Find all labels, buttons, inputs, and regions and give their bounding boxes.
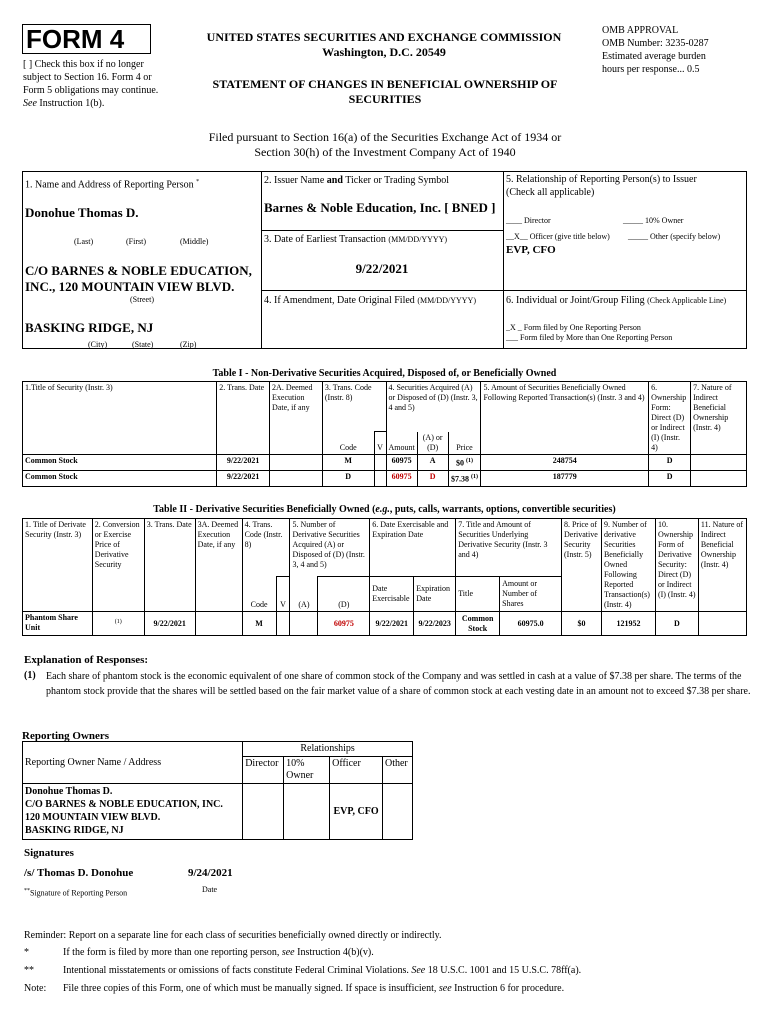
t1-h-title: 1.Title of Security (Instr. 3) xyxy=(23,382,217,455)
footnote-1-b: Instruction 4(b)(v). xyxy=(297,947,374,958)
statement-title: STATEMENT OF CHANGES IN BENEFICIAL OWNERSHIP OF SECURITIES xyxy=(212,77,558,106)
reporting-person-name: Donohue Thomas D. xyxy=(25,205,139,220)
t1-h-nature: 7. Nature of Indirect Beneficial Ownership (Instr. 4) xyxy=(691,382,747,455)
label-city: (City) xyxy=(88,340,108,349)
table2-title-a: Table II - Derivative Securities Beneficially Owned ( xyxy=(153,504,376,515)
owners-col-name: Reporting Owner Name / Address xyxy=(23,742,243,784)
explanation-text: Each share of phantom stock is the economic equivalent of one share of common stock of the Company and was settled in cash at a value of $7.38 per share. The terms of the phantom stock provide that the shares will be settled based on the fair market value of a share of common stock at each vesting date in an amount not to exceed $7.38 per share. xyxy=(46,671,751,697)
table-row xyxy=(23,455,747,471)
omb-line-1: OMB APPROVAL xyxy=(602,25,679,36)
owners-table xyxy=(22,741,413,840)
owner-officer: EVP, CFO xyxy=(330,784,383,840)
footnote-3-see: see xyxy=(438,983,452,994)
t1-sub-amount: Amount xyxy=(386,432,417,455)
signature-label xyxy=(24,886,127,899)
t1-r0-deemed xyxy=(270,455,323,471)
director-checkbox[interactable]: ____ Director xyxy=(506,216,551,225)
box5-label-2: (Check all applicable) xyxy=(506,187,595,198)
divider xyxy=(261,171,262,349)
signature-label-mark: ** xyxy=(24,888,30,894)
t1-r1-price-value: $7.38 xyxy=(451,474,469,484)
divider xyxy=(261,290,747,291)
t2-r-a xyxy=(290,612,318,636)
t2-r-owned: 121952 xyxy=(601,612,655,636)
t2-r-title: Phantom Share Unit xyxy=(23,612,93,636)
divider xyxy=(503,171,504,349)
box6-label-text: 6. Individual or Joint/Group Filing xyxy=(506,295,645,306)
t2-h-exercisable: 6. Date Exercisable and Expiration Date xyxy=(370,519,456,577)
t2-h-owned: 9. Number of derivative Securities Beneficially Owned Following Reported Transaction(s) (Instr. 4) xyxy=(601,519,655,612)
owners-col-10: 10% Owner xyxy=(284,757,330,784)
filing-multiple-persons[interactable]: ___ Form filed by More than One Reporting Person xyxy=(506,333,673,342)
table1-title: Table I - Non-Derivative Securities Acquired, Disposed of, or Beneficially Owned xyxy=(212,368,557,379)
owner-line-3: 120 MOUNTAIN VIEW BLVD. xyxy=(25,812,161,823)
t1-h-owned: 5. Amount of Securities Beneficially Owned Following Reported Transaction(s) (Instr. 3 and 4) xyxy=(481,382,649,455)
t1-h-form: 6. Ownership Form: Direct (D) or Indirect (I) (Instr. 4) xyxy=(649,382,691,455)
signature-label-text: Signature of Reporting Person xyxy=(30,888,128,898)
t1-r1-code: D xyxy=(322,471,374,487)
box2-label-b: Ticker or Trading Symbol xyxy=(345,175,450,186)
t1-r1-ad: D xyxy=(417,471,448,487)
t1-r1-title: Common Stock xyxy=(23,471,217,487)
owners-col-officer: Officer xyxy=(330,757,383,784)
label-first: (First) xyxy=(126,237,146,246)
owner-line-1: Donohue Thomas D. xyxy=(25,786,113,797)
check-box-notice[interactable] xyxy=(23,58,171,110)
t1-r1-nature xyxy=(691,471,747,487)
owners-col-other: Other xyxy=(382,757,412,784)
omb-approval xyxy=(602,24,762,76)
filed-line-1: Filed pursuant to Section 16(a) of the Securities Exchange Act of 1934 or xyxy=(208,130,562,144)
table2 xyxy=(22,518,747,636)
label-middle: (Middle) xyxy=(180,237,209,246)
divider xyxy=(261,230,503,231)
t2-sub-exp: Expiration Date xyxy=(414,577,456,612)
t1-r0-price-value: $0 xyxy=(456,458,464,468)
t1-r1-amount: 60975 xyxy=(386,471,417,487)
officer-title: EVP, CFO xyxy=(506,244,556,256)
owner-director xyxy=(243,784,284,840)
issuer-name: Barnes & Noble Education, Inc. [ BNED ] xyxy=(264,200,496,215)
t1-r0-form: D xyxy=(649,455,691,471)
t1-r1-form: D xyxy=(649,471,691,487)
t1-r1-date: 9/22/2021 xyxy=(217,471,270,487)
t1-r0-v xyxy=(374,455,386,471)
t2-sub-a: (A) xyxy=(290,577,318,612)
t2-r-nature xyxy=(698,612,746,636)
t2-h-conv: 2. Conversion or Exercise Price of Derivative Security xyxy=(92,519,144,612)
explanation-heading: Explanation of Responses: xyxy=(24,654,149,666)
owners-col-director: Director xyxy=(243,757,284,784)
box1-label-text: 1. Name and Address of Reporting Person xyxy=(25,179,194,191)
table-row xyxy=(23,471,747,487)
footnote-3 xyxy=(63,982,564,995)
t2-r-conv xyxy=(92,612,144,636)
date-label: Date xyxy=(202,885,218,894)
box5-label xyxy=(506,173,746,199)
t1-sub-v: V xyxy=(374,432,386,455)
t1-sub-code: Code xyxy=(322,432,374,455)
check-box-instr: Instruction 1(b). xyxy=(39,98,105,109)
ten-pct-owner-checkbox[interactable]: _____ 10% Owner xyxy=(623,216,684,225)
t2-r-u-title: Common Stock xyxy=(456,612,500,636)
t1-r0-owned: 248754 xyxy=(481,455,649,471)
box3-label-fmt: (MM/DD/YYYY) xyxy=(388,235,448,244)
t2-sub-amt: Amount or Number of Shares xyxy=(500,577,562,612)
t2-sub-code: Code xyxy=(242,577,276,612)
t1-h-date: 2. Trans. Date xyxy=(217,382,270,455)
other-checkbox[interactable]: _____ Other (specify below) xyxy=(628,232,721,241)
box2-label xyxy=(264,174,449,187)
footnote-2 xyxy=(63,964,581,977)
t2-r-code: M xyxy=(242,612,276,636)
t1-r1-deemed xyxy=(270,471,323,487)
footnote-1-see: see xyxy=(281,947,295,958)
t2-sub-d: (D) xyxy=(318,577,370,612)
footnote-3-a: File three copies of this Form, one of which must be manually signed. If space is insufficient, xyxy=(63,983,437,994)
signatures-heading: Signatures xyxy=(24,847,74,859)
t2-h-price: 8. Price of Derivative Security (Instr. 5) xyxy=(561,519,601,612)
box4-label-text: 4. If Amendment, Date Original Filed xyxy=(264,295,415,306)
footnote-2-see: See xyxy=(411,965,426,976)
owner-other xyxy=(382,784,412,840)
t1-r1-price xyxy=(448,471,481,487)
omb-line-3: Estimated average burden xyxy=(602,51,706,62)
footnote-3-b: Instruction 6 for procedure. xyxy=(454,983,565,994)
owners-heading: Reporting Owners xyxy=(22,730,110,742)
t1-r0-amount: 60975 xyxy=(386,455,417,471)
box2-label-a: 2. Issuer Name xyxy=(264,175,325,186)
box6-label xyxy=(506,294,726,307)
box6-label-hint: (Check Applicable Line) xyxy=(647,296,727,305)
t2-r-date: 9/22/2021 xyxy=(144,612,195,636)
box4-label-fmt: (MM/DD/YYYY) xyxy=(417,296,476,305)
t1-r0-code: M xyxy=(322,455,374,471)
t1-r0-ad: A xyxy=(417,455,448,471)
footnote-3-mark: Note: xyxy=(24,983,47,994)
owner-name-address xyxy=(23,784,243,840)
t2-sub-v: V xyxy=(276,577,290,612)
footnote-1-a: If the form is filed by more than one reporting person, xyxy=(63,947,280,958)
agency-location: Washington, D.C. 20549 xyxy=(322,45,446,59)
owner-10pct xyxy=(284,784,330,840)
t1-r0-nature xyxy=(691,455,747,471)
t2-h-code: 4. Trans. Code (Instr. 8) xyxy=(242,519,290,577)
table1 xyxy=(22,381,747,487)
t2-h-form: 10. Ownership Form of Derivative Security: Direct (D) or Indirect (I) (Instr. 4) xyxy=(655,519,698,612)
check-box-see: See xyxy=(23,98,37,109)
label-zip: (Zip) xyxy=(180,340,197,349)
footnote-2-b: 18 U.S.C. 1001 and 15 U.S.C. 78ff(a). xyxy=(427,965,582,976)
t2-h-date: 3. Trans. Date xyxy=(144,519,195,612)
footnote-2-mark: ** xyxy=(24,965,34,976)
t2-r-deemed xyxy=(195,612,242,636)
t1-r1-v xyxy=(374,471,386,487)
table2-title-b: , puts, calls, warrants, options, convertible securities) xyxy=(389,504,616,515)
t1-r0-date: 9/22/2021 xyxy=(217,455,270,471)
table-row xyxy=(23,612,747,636)
footnote-1-mark: * xyxy=(24,947,29,958)
box5-label-text: 5. Relationship of Reporting Person(s) to Issuer xyxy=(506,174,697,185)
table2-title-eg: e.g. xyxy=(375,504,390,515)
t1-h-acquired: 4. Securities Acquired (A) or Disposed of (D) (Instr. 3, 4 and 5) xyxy=(386,382,481,432)
reporting-person-city: BASKING RIDGE, NJ xyxy=(25,320,154,335)
label-last: (Last) xyxy=(74,237,94,246)
officer-checkbox[interactable]: __X__ Officer (give title below) xyxy=(506,232,610,241)
t2-sub-title: Title xyxy=(456,577,500,612)
t1-h-code: 3. Trans. Code (Instr. 8) xyxy=(322,382,386,432)
signature-name: /s/ Thomas D. Donohue xyxy=(24,867,134,879)
owner-line-4: BASKING RIDGE, NJ xyxy=(25,825,124,836)
t2-r-d: 60975 xyxy=(318,612,370,636)
table2-title xyxy=(22,503,747,516)
box4-label xyxy=(264,294,476,307)
t2-r-exer: 9/22/2021 xyxy=(370,612,414,636)
t1-h-deemed: 2A. Deemed Execution Date, if any xyxy=(270,382,323,455)
t2-h-underlying: 7. Title and Amount of Securities Underlying Derivative Security (Instr. 3 and 4) xyxy=(456,519,562,577)
t1-sub-ad: (A) or (D) xyxy=(417,432,448,455)
reminder: Reminder: Report on a separate line for each class of securities beneficially owned directly or indirectly. xyxy=(24,930,442,941)
reporting-person-street: C/O BARNES & NOBLE EDUCATION, INC., 120 MOUNTAIN VIEW BLVD. xyxy=(25,263,252,294)
footnote-1 xyxy=(63,946,374,959)
t1-r0-price xyxy=(448,455,481,471)
owners-col-rel: Relationships xyxy=(243,742,413,757)
label-state: (State) xyxy=(132,340,154,349)
check-box-text: [ ] Check this box if no longer subject to Section 16. Form 4 or Form 5 obligations may continue. xyxy=(23,59,159,96)
owner-line-2: C/O BARNES & NOBLE EDUCATION, INC. xyxy=(25,799,223,810)
footnote-link[interactable]: (1) xyxy=(471,474,478,480)
filed-line-2: Section 30(h) of the Investment Company Act of 1940 xyxy=(254,145,516,159)
table-row xyxy=(23,784,413,840)
box2-label-and: and xyxy=(326,175,343,186)
agency-name: UNITED STATES SECURITIES AND EXCHANGE COMMISSION xyxy=(206,30,562,44)
label-street: (Street) xyxy=(130,295,154,304)
t2-h-nature: 11. Nature of Indirect Beneficial Ownership (Instr. 4) xyxy=(698,519,746,612)
footnote-link[interactable]: (1) xyxy=(114,619,122,626)
t2-h-title: 1. Title of Derivate Security (Instr. 3) xyxy=(23,519,93,612)
t2-r-price: $0 xyxy=(561,612,601,636)
explanation-number: (1) xyxy=(24,670,36,681)
signature-date: 9/24/2021 xyxy=(188,867,233,879)
box1-label xyxy=(25,176,199,191)
t1-sub-price: Price xyxy=(448,432,481,455)
footnote-link[interactable]: (1) xyxy=(466,458,473,464)
t2-h-deemed: 3A. Deemed Execution Date, if any xyxy=(195,519,242,612)
t2-r-exp: 9/22/2023 xyxy=(414,612,456,636)
t2-h-number: 5. Number of Derivative Securities Acquired (A) or Disposed of (D) (Instr. 3, 4 and 5) xyxy=(290,519,370,577)
filing-one-person[interactable]: _X _ Form filed by One Reporting Person xyxy=(506,323,641,332)
filed-pursuant xyxy=(100,130,670,160)
t1-r0-title: Common Stock xyxy=(23,455,217,471)
t2-r-form: D xyxy=(655,612,698,636)
t2-r-v xyxy=(276,612,290,636)
t2-r-u-amt: 60975.0 xyxy=(500,612,562,636)
earliest-transaction-date: 9/22/2021 xyxy=(355,261,409,276)
box1-label-mark: * xyxy=(196,179,200,185)
t2-sub-exer: Date Exercisable xyxy=(370,577,414,612)
box3-label xyxy=(264,233,447,246)
box3-label-text: 3. Date of Earliest Transaction xyxy=(264,234,386,245)
omb-line-2: OMB Number: 3235-0287 xyxy=(602,38,709,49)
t1-r1-owned: 187779 xyxy=(481,471,649,487)
form-title: FORM 4 xyxy=(26,24,125,54)
footnote-2-a: Intentional misstatements or omissions of facts constitute Federal Criminal Violations. xyxy=(63,965,409,976)
omb-line-4: hours per response... 0.5 xyxy=(602,64,700,75)
